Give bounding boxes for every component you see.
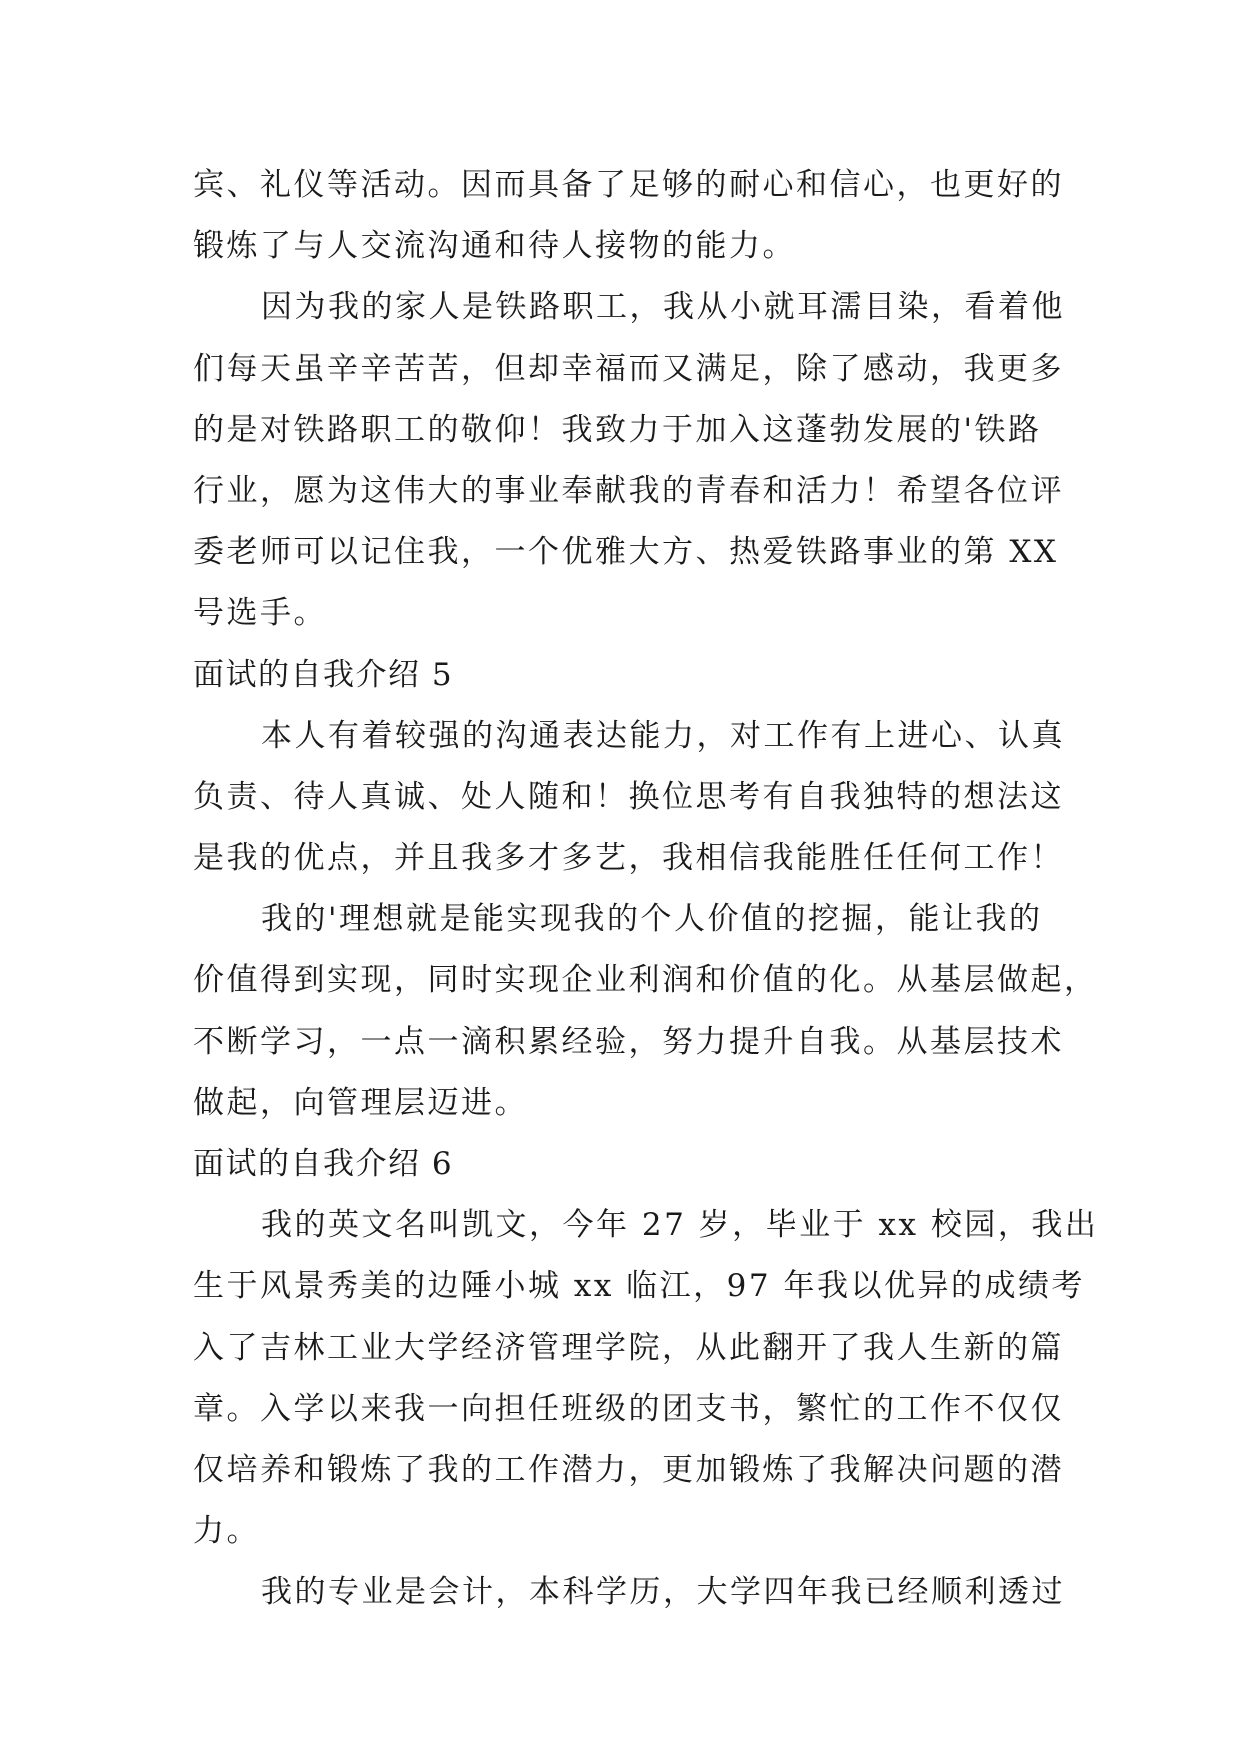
paragraph-line: 章。入学以来我一向担任班级的团支书，繁忙的工作不仅仅 — [193, 1390, 1064, 1427]
paragraph-line: 生于风景秀美的边陲小城 xx 临江，97 年我以优异的成绩考 — [193, 1268, 1085, 1305]
paragraph-line: 锻炼了与人交流沟通和待人接物的能力。 — [193, 228, 796, 265]
paragraph-line: 是我的优点，并且我多才多艺，我相信我能胜任任何工作！ — [193, 840, 1064, 877]
section-heading: 面试的自我介绍 6 — [193, 1146, 454, 1182]
paragraph-line: 委老师可以记住我，一个优雅大方、热爱铁路事业的第 XX — [193, 534, 1059, 571]
paragraph-line: 不断学习，一点一滴积累经验，努力提升自我。从基层技术 — [193, 1023, 1064, 1060]
document-body — [193, 155, 1099, 1624]
paragraph-line: 我的专业是会计，本科学历，大学四年我已经顺利透过 — [261, 1574, 1065, 1611]
paragraph-line: 行业，愿为这伟大的事业奉献我的青春和活力！希望各位评 — [193, 472, 1064, 509]
paragraph-line: 价值得到实现，同时实现企业利润和价值的化。从基层做起， — [193, 962, 1098, 999]
paragraph-line: 宾、礼仪等活动。因而具备了足够的耐心和信心，也更好的 — [193, 167, 1064, 203]
paragraph-line: 因为我的家人是铁路职工，我从小就耳濡目染，看着他 — [261, 289, 1065, 326]
paragraph-line: 本人有着较强的沟通表达能力，对工作有上进心、认真 — [261, 717, 1065, 754]
paragraph-line: 我的英文名叫凯文，今年 27 岁，毕业于 xx 校园，我出 — [261, 1207, 1099, 1244]
paragraph-line: 负责、待人真诚、处人随和！换位思考有自我独特的想法这 — [193, 778, 1064, 815]
paragraph-line: 我的'理想就是能实现我的个人价值的挖掘，能让我的 — [261, 901, 1043, 938]
paragraph-line: 号选手。 — [193, 595, 327, 632]
paragraph-line: 仅培养和锻炼了我的工作潜力，更加锻炼了我解决问题的潜 — [193, 1451, 1064, 1488]
paragraph-line: 力。 — [193, 1513, 260, 1550]
section-heading: 面试的自我介绍 5 — [193, 656, 454, 693]
paragraph-line: 做起，向管理层迈进。 — [193, 1084, 528, 1121]
paragraph-line: 们每天虽辛辛苦苦，但却幸福而又满足，除了感动，我更多 — [193, 350, 1064, 387]
paragraph-line: 入了吉林工业大学经济管理学院，从此翻开了我人生新的篇 — [193, 1329, 1064, 1366]
paragraph-line: 的是对铁路职工的敬仰！我致力于加入这蓬勃发展的'铁路 — [193, 411, 1042, 448]
